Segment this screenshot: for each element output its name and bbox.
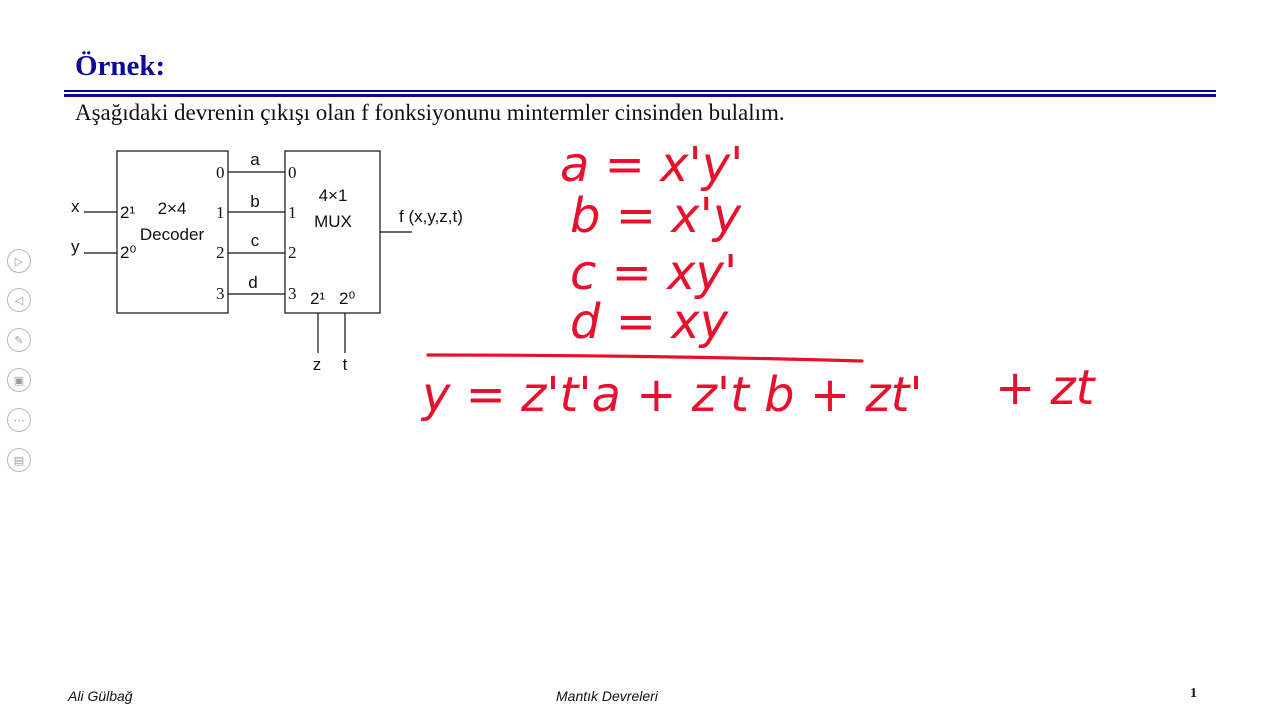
handwritten-line-c: c = xy' bbox=[570, 245, 738, 301]
wire-label-a: a bbox=[250, 150, 260, 169]
mux-output-label: f (x,y,z,t) bbox=[399, 207, 463, 226]
decoder-block bbox=[117, 151, 228, 313]
handwritten-line-a: a = x'y' bbox=[560, 137, 744, 193]
decoder-inputs bbox=[71, 197, 117, 256]
more-options-button[interactable] bbox=[7, 408, 31, 432]
mux-input-1: 1 bbox=[288, 203, 297, 222]
select-z-label: z bbox=[312, 355, 322, 374]
next-slide-button[interactable] bbox=[7, 249, 31, 273]
decoder-label: Decoder bbox=[139, 225, 205, 244]
mux-select-lines bbox=[313, 313, 348, 374]
wire-label-b: b bbox=[250, 192, 260, 211]
slide-title: Örnek: bbox=[75, 50, 166, 82]
mux-size: 4×1 bbox=[318, 186, 348, 205]
mux-select-weight-lsb: 2⁰ bbox=[339, 289, 356, 308]
decoder-output-0: 0 bbox=[216, 163, 225, 182]
decoder-size: 2×4 bbox=[157, 199, 187, 218]
footer-course: Mantık Devreleri bbox=[556, 688, 658, 704]
handwritten-line-d: d = xy bbox=[570, 294, 729, 350]
footer-author: Ali Gülbağ bbox=[68, 688, 133, 704]
handwritten-annotations bbox=[420, 137, 1097, 423]
next-slide-icon: ▷ bbox=[14, 254, 24, 268]
slide-subtitle: Aşağıdaki devrenin çıkışı olan f fonksiyonunu mintermler cinsinden bulalım. bbox=[75, 100, 785, 125]
mux-select-weight-msb: 2¹ bbox=[310, 289, 326, 308]
decoder-output-1: 1 bbox=[216, 203, 225, 222]
pen-tool-button[interactable] bbox=[7, 328, 31, 352]
input-x-label: x bbox=[71, 197, 80, 216]
handwritten-separator bbox=[428, 355, 862, 361]
mux-input-0: 0 bbox=[288, 163, 297, 182]
previous-slide-button[interactable] bbox=[7, 288, 31, 312]
decoder-output-2: 2 bbox=[216, 243, 225, 262]
previous-slide-icon: ◁ bbox=[14, 293, 24, 307]
slide-view-button[interactable] bbox=[7, 368, 31, 392]
pen-icon: ✎ bbox=[14, 333, 24, 347]
wire-label-c: c bbox=[250, 231, 260, 250]
mux-label: MUX bbox=[314, 212, 352, 231]
handwritten-line-b: b = x'y bbox=[570, 188, 742, 244]
mux-input-2: 2 bbox=[288, 243, 297, 262]
mux-block bbox=[285, 151, 463, 313]
handwritten-equation-tail: + zt bbox=[995, 360, 1095, 416]
slide-view-icon: ▣ bbox=[13, 373, 25, 387]
page-number: 1 bbox=[1190, 686, 1197, 701]
decoder-weight-lsb: 2⁰ bbox=[120, 243, 137, 262]
mux-input-3: 3 bbox=[288, 284, 297, 303]
more-options-icon: ⋯ bbox=[13, 413, 25, 427]
handwritten-equation: y = z't'a + z't b + zt' bbox=[422, 367, 923, 423]
presenter-view-icon: ▤ bbox=[13, 453, 25, 467]
select-t-label: t bbox=[342, 355, 348, 374]
connecting-wires bbox=[228, 150, 285, 294]
wire-label-d: d bbox=[248, 273, 258, 292]
input-y-label: y bbox=[71, 237, 80, 256]
decoder-weight-msb: 2¹ bbox=[120, 203, 136, 222]
decoder-output-3: 3 bbox=[216, 284, 225, 303]
presenter-view-button[interactable] bbox=[7, 448, 31, 472]
